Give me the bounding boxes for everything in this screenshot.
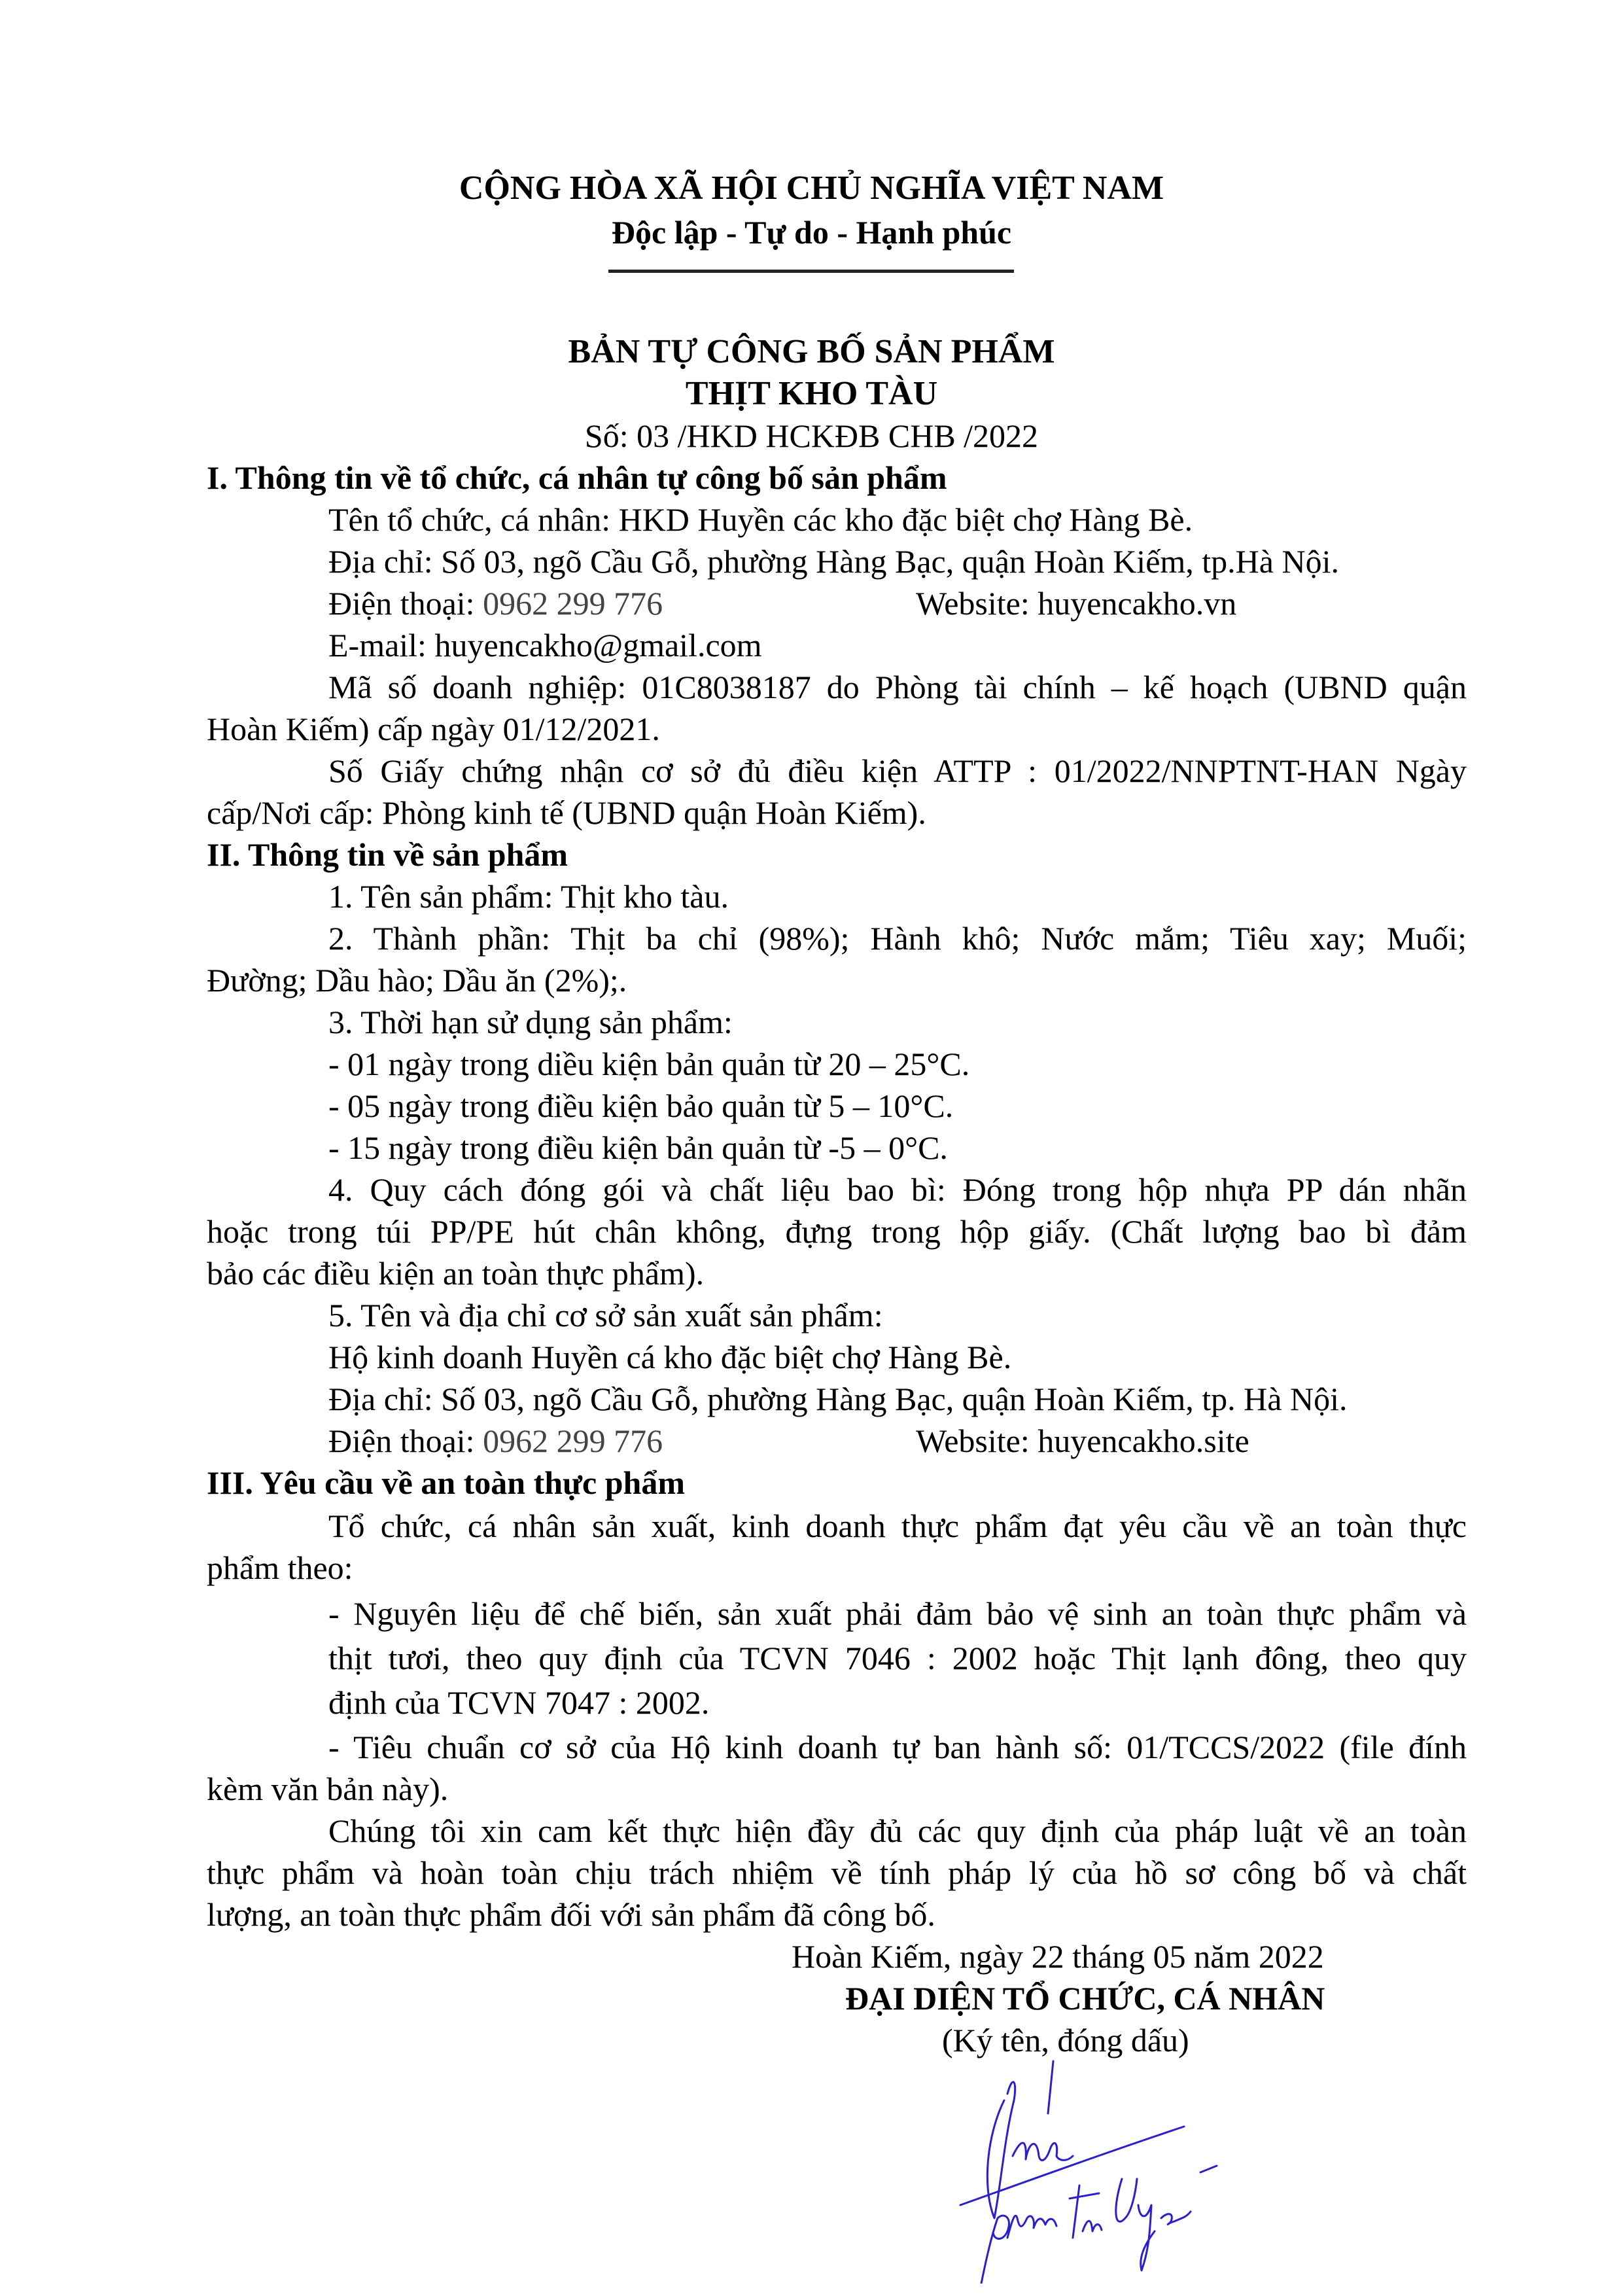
signature-stroke [987,2082,1015,2218]
phone-number: 0962 299 776 [483,585,663,622]
attp-line1: Số Giấy chứng nhận cơ sở đủ điều kiện ATTP : 01/2022/NNPTNT-HAN Ngày [328,752,1467,789]
phone-number: 0962 299 776 [483,1422,663,1459]
commitment-line1: Chúng tôi xin cam kết thực hiện đầy đủ các quy định của pháp luật về an toàn [328,1812,1467,1849]
producer-name: Hộ kinh doanh Huyền cá kho đặc biệt chợ Hàng Bè. [328,1339,1012,1375]
document-title: BẢN TỰ CÔNG BỐ SẢN PHẨM [568,333,1055,370]
national-title: CỘNG HÒA XÃ HỘI CHỦ NGHĨA VIỆT NAM [459,169,1164,207]
requirement1-line2: thịt tươi, theo quy định của TCVN 7046 : 2002 hoặc Thịt lạnh đông, theo quy [328,1640,1467,1676]
signature-stroke [1007,2216,1056,2238]
requirements-intro-line1: Tổ chức, cá nhân sản xuất, kinh doanh thực phẩm đạt yêu cầu về an toàn thực [328,1508,1467,1544]
commitment-line3: lượng, an toàn thực phẩm đối với sản phẩm đã công bố. [207,1896,935,1933]
signature-instruction: (Ký tên, đóng dấu) [942,2022,1189,2058]
org-website: Website: huyencakho.vn [916,585,1237,622]
signature-stroke [1083,2221,1102,2231]
phone-label: Điện thoại: [328,585,483,622]
requirement1-line3: định của TCVN 7047 : 2002. [328,1684,710,1721]
motto: Độc lập - Tự do - Hạnh phúc [611,214,1012,251]
header-divider [608,270,1014,273]
signature-stroke [1013,2143,1073,2161]
requirement2-line2: kèm văn bản này). [207,1771,449,1807]
signature-stroke [1116,2179,1137,2221]
signature-stroke [1138,2205,1155,2270]
representative-title: ĐẠI DIỆN TỔ CHỨC, CÁ NHÂN [845,1980,1325,2017]
place-date: Hoàn Kiếm, ngày 22 tháng 05 năm 2022 [792,1938,1324,1975]
packaging-line1: 4. Quy cách đóng gói và chất liệu bao bì: Đóng trong hộp nhựa PP dán nhãn [328,1171,1467,1208]
phone-label: Điện thoại: [328,1422,483,1459]
business-code-line1: Mã số doanh nghiệp: 01C8038187 do Phòng tài chính – kế hoạch (UBND quận [328,669,1467,705]
org-email: E-mail: huyencakho@gmail.com [328,627,762,663]
producer-address: Địa chỉ: Số 03, ngõ Cầu Gỗ, phường Hàng Bạc, quận Hoàn Kiếm, tp. Hà Nội. [328,1381,1348,1417]
producer-website: Website: huyencakho.site [916,1422,1249,1459]
handwritten-signature [942,2022,1308,2284]
shelf-life-item: - 05 ngày trong điều kiện bảo quản từ 5 – 10°C. [328,1087,954,1124]
requirement1-line1: - Nguyên liệu để chế biến, sản xuất phải đảm bảo vệ sinh an toàn thực phẩm và [328,1595,1467,1632]
ingredients-line2: Đường; Dầu hào; Dầu ăn (2%);. [207,962,627,998]
requirement2-line1: - Tiêu chuẩn cơ sở của Hộ kinh doanh tự ban hành số: 01/TCCS/2022 (file đính [328,1729,1467,1765]
ingredients-line1: 2. Thành phần: Thịt ba chỉ (98%); Hành khô; Nước mắm; Tiêu xay; Muối; [328,920,1467,957]
requirements-intro-line2: phẩm theo: [207,1549,353,1586]
signature-stroke [981,2216,1009,2284]
signature-stroke [1200,2166,1217,2172]
signature-stroke [1048,2061,1053,2113]
signature-stroke [1161,2212,1191,2225]
product-name: 1. Tên sản phẩm: Thịt kho tàu. [328,878,729,915]
producer-heading: 5. Tên và địa chỉ cơ sở sản xuất sản phẩm: [328,1297,883,1333]
signature-stroke [1070,2193,1099,2199]
packaging-line2: hoặc trong túi PP/PE hút chân không, đựng trong hộp giấy. (Chất lượng bao bì đảm [207,1213,1467,1250]
section2-heading: II. Thông tin về sản phẩm [207,836,568,873]
section3-heading: III. Yêu cầu về an toàn thực phẩm [207,1464,686,1501]
producer-phone-line [328,1421,663,1460]
shelf-life-item: - 15 ngày trong điều kiện bản quản từ -5 – 0°C. [328,1129,948,1166]
org-name: Tên tổ chức, cá nhân: HKD Huyền các kho đặc biệt chợ Hàng Bè. [328,501,1193,538]
attp-line2: cấp/Nơi cấp: Phòng kinh tế (UBND quận Hoàn Kiếm). [207,794,926,831]
shelf-life-item: - 01 ngày trong diều kiện bản quản từ 20 – 25°C. [328,1046,970,1082]
signature-stroke [960,2127,1184,2205]
org-address: Địa chỉ: Số 03, ngõ Cầu Gỗ, phường Hàng Bạc, quận Hoàn Kiếm, tp.Hà Nội. [328,543,1339,580]
section1-heading: I. Thông tin về tổ chức, cá nhân tự công bố sản phẩm [207,459,947,496]
packaging-line3: bảo các điều kiện an toàn thực phẩm). [207,1255,705,1292]
product-title: THỊT KHO TÀU [685,375,938,412]
org-phone-line [328,584,663,623]
commitment-line2: thực phẩm và hoàn toàn chịu trách nhiệm về tính pháp lý của hồ sơ công bố và chất [207,1854,1467,1891]
business-code-line2: Hoàn Kiếm) cấp ngày 01/12/2021. [207,711,660,747]
document-number: Số: 03 /HKD HCKĐB CHB /2022 [584,417,1039,454]
signature-stroke [1073,2185,1079,2238]
shelf-life-heading: 3. Thời hạn sử dụng sản phẩm: [328,1004,733,1040]
